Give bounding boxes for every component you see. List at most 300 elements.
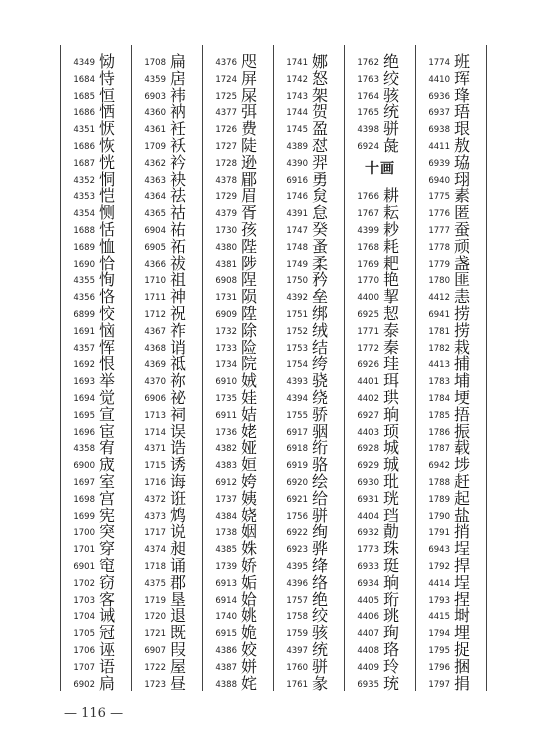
entry-character: 娀 [241, 371, 258, 391]
entry-character: 恒 [99, 85, 116, 105]
entry-character: 祜 [170, 203, 187, 223]
entry-character: 宦 [99, 421, 116, 441]
index-column-5 [345, 45, 416, 691]
entry-character: 珦 [383, 404, 400, 424]
entry-number: 4385 [215, 545, 237, 556]
entry-character: 玭 [383, 472, 400, 491]
entry-number: 1732 [215, 326, 237, 337]
entry-number: 1714 [144, 427, 166, 438]
entry-number: 4408 [357, 646, 379, 656]
entry-number: 6930 [357, 478, 379, 488]
entry-number: 4360 [144, 108, 166, 119]
entry-number: 1697 [73, 478, 95, 488]
entry-character: 珥 [383, 371, 400, 391]
entry-character: 屎 [241, 85, 258, 105]
entry-number: 1747 [286, 226, 308, 236]
entry-character: 姣 [241, 640, 258, 659]
entry-character: 骄 [312, 404, 329, 424]
entry-number: 6910 [215, 377, 237, 388]
entry-number: 1703 [73, 595, 95, 606]
entry-character: 赶 [454, 472, 471, 491]
entry-character: 珫 [383, 673, 400, 693]
index-column-3 [203, 45, 274, 691]
entry-number: 1701 [73, 545, 95, 556]
entry-number: 1762 [357, 58, 379, 68]
entry-character: 恚 [454, 287, 471, 307]
entry-number: 1752 [286, 326, 308, 337]
entry-character: 顽 [454, 236, 471, 256]
entry-character: 娅 [241, 438, 258, 458]
entry-character: 骅 [312, 539, 329, 559]
entry-number: 1772 [357, 343, 379, 354]
entry-number: 1685 [73, 91, 95, 102]
entry-number: 1720 [144, 612, 166, 623]
entry-number: 1771 [357, 326, 379, 337]
entry-character: 骈 [312, 656, 329, 676]
entry-number: 4414 [428, 578, 450, 589]
entry-character: 耘 [383, 203, 400, 223]
entry-number: 4364 [144, 192, 166, 203]
entry-number: 6933 [357, 562, 379, 572]
entry-number: 1709 [144, 142, 166, 152]
entry-character: 绛 [312, 556, 329, 575]
entry-character: 孩 [241, 220, 258, 239]
entry-number: 1719 [144, 595, 166, 606]
entry-number: 4354 [73, 209, 95, 220]
entry-number: 6932 [357, 528, 379, 539]
entry-number: 1753 [286, 343, 308, 354]
entry-character: 祖 [170, 270, 187, 290]
entry-number: 4356 [73, 293, 95, 304]
entry-character: 恺 [99, 186, 116, 206]
entry-number: 4410 [428, 74, 450, 85]
entry-number: 4391 [286, 209, 308, 220]
entry-character: 眉 [241, 186, 258, 206]
entry-number: 4390 [286, 158, 308, 169]
entry-number: 1686 [73, 108, 95, 119]
entry-number: 4359 [144, 74, 166, 85]
entry-number: 1760 [286, 662, 308, 673]
entry-character: 恨 [99, 354, 116, 374]
entry-number: 4352 [73, 175, 95, 186]
entry-character: 姮 [241, 455, 258, 475]
entry-number: 6931 [357, 494, 379, 505]
entry-number: 1761 [286, 679, 308, 690]
entry-number: 1691 [73, 326, 95, 337]
entry-character: 珖 [383, 488, 400, 508]
entry-character: 捎 [454, 522, 471, 542]
entry-number: 4400 [357, 293, 379, 304]
entry-number: 4379 [215, 209, 237, 220]
entry-number: 4362 [144, 158, 166, 169]
entry-character: 恬 [99, 220, 116, 239]
entry-number: 1756 [286, 511, 308, 522]
entry-character: 误 [170, 421, 187, 441]
entry-number: 6907 [144, 646, 166, 656]
entry-number: 1765 [357, 108, 379, 119]
entry-number: 4351 [73, 125, 95, 136]
index-column-2 [132, 45, 203, 691]
entry-character: 祝 [170, 304, 187, 323]
entry-number: 1715 [144, 461, 166, 472]
entry-number: 4415 [428, 612, 450, 623]
entry-character: 城 [383, 438, 400, 458]
entry-character: 耕 [383, 186, 400, 206]
entry-number: 6924 [357, 142, 379, 152]
entry-number: 1773 [357, 545, 379, 556]
entry-number: 1789 [428, 494, 450, 505]
entry-character: 垦 [170, 589, 187, 609]
entry-number: 4365 [144, 209, 166, 220]
entry-character: 恝 [383, 304, 400, 323]
entry-number: 1689 [73, 242, 95, 253]
entry-number: 1741 [286, 58, 308, 68]
entry-character: 说 [170, 522, 187, 542]
entry-number: 4381 [215, 259, 237, 270]
entry-number: 6926 [357, 360, 379, 371]
entry-number: 1725 [215, 91, 237, 102]
entry-number: 6917 [286, 427, 308, 438]
entry-number: 4405 [357, 595, 379, 606]
entry-character: 宥 [99, 438, 116, 458]
entry-number: 1787 [428, 444, 450, 455]
entry-number: 1781 [428, 326, 450, 337]
index-entry [61, 674, 131, 694]
entry-character: 珞 [383, 640, 400, 659]
entry-character: 珢 [454, 119, 471, 139]
entry-character: 祗 [170, 354, 187, 374]
entry-character: 绒 [312, 320, 329, 340]
entry-number: 6919 [286, 461, 308, 472]
entry-character: 蚕 [454, 220, 471, 239]
entry-character: 矜 [312, 270, 329, 290]
entry-number: 4367 [144, 326, 166, 337]
entry-character: 盐 [454, 505, 471, 525]
entry-number: 4407 [357, 629, 379, 640]
entry-character: 耖 [383, 220, 400, 239]
entry-number: 6939 [428, 158, 450, 169]
entry-character: 埘 [454, 606, 471, 626]
entry-number: 1726 [215, 125, 237, 136]
page-number: — 116 — [64, 706, 124, 721]
entry-character: 统 [383, 102, 400, 122]
entry-number: 1730 [215, 226, 237, 236]
entry-character: 埂 [454, 388, 471, 407]
entry-character: 耗 [383, 236, 400, 256]
entry-number: 1754 [286, 360, 308, 371]
entry-number: 1763 [357, 74, 379, 85]
entry-number: 4372 [144, 494, 166, 505]
entry-character: 络 [312, 572, 329, 592]
entry-character: 郿 [241, 169, 258, 189]
entry-character: 绑 [312, 304, 329, 323]
entry-number: 1769 [357, 259, 379, 270]
entry-character: 顼 [383, 421, 400, 441]
entry-number: 1764 [357, 91, 379, 102]
entry-character: 姚 [241, 606, 258, 626]
entry-number: 1777 [428, 226, 450, 236]
entry-number: 1737 [215, 494, 237, 505]
entry-number: 1712 [144, 310, 166, 320]
entry-character: 恽 [99, 337, 116, 357]
entry-number: 6915 [215, 629, 237, 640]
entry-number: 1705 [73, 629, 95, 640]
entry-character: 捆 [454, 656, 471, 676]
entry-character: 祕 [170, 388, 187, 407]
entry-character: 宣 [99, 404, 116, 424]
entry-character: 突 [99, 522, 116, 542]
entry-number: 4386 [215, 646, 237, 656]
entry-character: 捞 [454, 304, 471, 323]
entry-character: 捕 [454, 354, 471, 374]
entry-character: 袂 [170, 169, 187, 189]
entry-number: 1790 [428, 511, 450, 522]
entry-number: 1688 [73, 226, 95, 236]
entry-character: 艳 [383, 270, 400, 290]
entry-number: 4374 [144, 545, 166, 556]
entry-character: 垒 [312, 287, 329, 307]
entry-character: 恫 [99, 169, 116, 189]
entry-number: 1718 [144, 562, 166, 572]
entry-character: 姻 [241, 522, 258, 542]
entry-character: 恔 [99, 304, 116, 323]
entry-character: 陧 [241, 270, 258, 290]
entry-number: 4371 [144, 444, 166, 455]
entry-character: 穿 [99, 539, 116, 559]
entry-character: 埕 [454, 539, 471, 559]
entry-character: 挈 [383, 287, 400, 307]
entry-character: 窀 [99, 556, 116, 575]
entry-character: 神 [170, 287, 187, 307]
entry-character: 栽 [454, 337, 471, 357]
entry-character: 衽 [170, 119, 187, 139]
entry-character: 捂 [454, 404, 471, 424]
entry-number: 1706 [73, 646, 95, 656]
entry-character: 姶 [241, 589, 258, 609]
entry-character: 绝 [383, 52, 400, 71]
entry-number: 6923 [286, 545, 308, 556]
entry-number: 4353 [73, 192, 95, 203]
entry-number: 1731 [215, 293, 237, 304]
entry-character: 玲 [383, 656, 400, 676]
entry-number: 4355 [73, 276, 95, 287]
entry-character: 姝 [241, 539, 258, 559]
entry-number: 1794 [428, 629, 450, 640]
entry-number: 1776 [428, 209, 450, 220]
entry-number: 4395 [286, 562, 308, 572]
entry-number: 1793 [428, 595, 450, 606]
entry-character: 蚤 [312, 236, 329, 256]
entry-number: 1724 [215, 74, 237, 85]
entry-character: 窃 [99, 572, 116, 592]
entry-number: 6903 [144, 91, 166, 102]
entry-character: 怼 [312, 136, 329, 155]
entry-number: 4396 [286, 578, 308, 589]
entry-character: 叚 [170, 640, 187, 659]
entry-character: 恹 [99, 119, 116, 139]
entry-character: 绔 [312, 354, 329, 374]
entry-number: 1791 [428, 528, 450, 539]
entry-number: 1713 [144, 410, 166, 421]
entry-number: 1699 [73, 511, 95, 522]
entry-character: 恓 [99, 102, 116, 122]
entry-number: 1797 [428, 679, 450, 690]
entry-number: 1775 [428, 192, 450, 203]
entry-character: 振 [454, 421, 471, 441]
index-entry [274, 674, 344, 694]
entry-character: 捞 [454, 320, 471, 340]
section-heading: 十画 [365, 160, 395, 177]
entry-character: 屋 [170, 656, 187, 676]
entry-character: 恤 [99, 236, 116, 256]
entry-number: 1780 [428, 276, 450, 287]
entry-character: 姤 [241, 572, 258, 592]
character-index-table [60, 45, 487, 691]
entry-character: 埔 [454, 371, 471, 391]
entry-character: 敖 [454, 136, 471, 155]
entry-number: 1734 [215, 360, 237, 371]
entry-number: 4357 [73, 343, 95, 354]
entry-character: 珠 [383, 539, 400, 559]
entry-number: 6935 [357, 679, 379, 690]
entry-character: 陛 [241, 236, 258, 256]
entry-character: 恸 [99, 52, 116, 71]
entry-number: 4375 [144, 578, 166, 589]
entry-number: 4369 [144, 360, 166, 371]
entry-character: 恢 [99, 136, 116, 155]
entry-character: 素 [454, 186, 471, 206]
entry-character: 除 [241, 320, 258, 340]
entry-number: 4392 [286, 293, 308, 304]
index-entry [416, 674, 486, 694]
entry-number: 6928 [357, 444, 379, 455]
entry-number: 1750 [286, 276, 308, 287]
entry-number: 6936 [428, 91, 450, 102]
entry-number: 1782 [428, 343, 450, 354]
entry-number: 1698 [73, 494, 95, 505]
entry-number: 1729 [215, 192, 237, 203]
entry-character: 姞 [241, 404, 258, 424]
entry-character: 捍 [454, 556, 471, 575]
entry-number: 6912 [215, 478, 237, 488]
entry-character: 捉 [454, 640, 471, 659]
entry-number: 1702 [73, 578, 95, 589]
entry-character: 娆 [241, 505, 258, 525]
entry-character: 珪 [383, 354, 400, 374]
entry-number: 1795 [428, 646, 450, 656]
entry-number: 1700 [73, 528, 95, 539]
entry-character: 珦 [383, 572, 400, 592]
entry-character: 险 [241, 337, 258, 357]
entry-number: 1755 [286, 410, 308, 421]
entry-number: 6902 [73, 679, 95, 690]
index-column-6 [416, 45, 486, 691]
entry-character: 骈 [383, 119, 400, 139]
entry-character: 祚 [170, 320, 187, 340]
entry-character: 珽 [383, 556, 400, 575]
entry-number: 6916 [286, 175, 308, 186]
entry-character: 诵 [170, 556, 187, 575]
index-entry [132, 674, 202, 694]
entry-character: 彘 [383, 136, 400, 155]
entry-character: 举 [99, 371, 116, 391]
index-entry [345, 674, 415, 694]
entry-character: 珩 [383, 589, 400, 609]
entry-number: 1788 [428, 478, 450, 488]
entry-number: 6911 [215, 410, 237, 421]
entry-number: 4402 [357, 394, 379, 404]
entry-character: 陡 [241, 136, 258, 155]
entry-character: 郡 [170, 572, 187, 592]
entry-number: 1774 [428, 58, 450, 68]
entry-character: 恻 [99, 203, 116, 223]
entry-character: 姽 [241, 623, 258, 643]
entry-number: 6921 [286, 494, 308, 505]
entry-number: 1708 [144, 58, 166, 68]
entry-character: 绚 [312, 522, 329, 542]
entry-character: 绕 [312, 388, 329, 407]
entry-number: 4370 [144, 377, 166, 388]
entry-character: 祢 [170, 371, 187, 391]
entry-character: 语 [99, 656, 116, 676]
entry-character: 恪 [99, 287, 116, 307]
entry-character: 姱 [241, 472, 258, 491]
entry-character: 诳 [170, 488, 187, 508]
entry-character: 祠 [170, 404, 187, 424]
entry-number: 4403 [357, 427, 379, 438]
entry-number: 1694 [73, 394, 95, 404]
entry-number: 1751 [286, 310, 308, 320]
entry-number: 1717 [144, 528, 166, 539]
entry-number: 1743 [286, 91, 308, 102]
entry-character: 姘 [241, 656, 258, 676]
index-entry [203, 674, 273, 694]
index-column-4 [274, 45, 345, 691]
entry-character: 袆 [170, 85, 187, 105]
entry-character: 贺 [312, 102, 329, 122]
entry-number: 4394 [286, 394, 308, 404]
entry-character: 柔 [312, 253, 329, 273]
entry-number: 6913 [215, 578, 237, 589]
entry-character: 姹 [241, 673, 258, 693]
entry-character: 统 [312, 640, 329, 659]
entry-character: 胥 [241, 203, 258, 223]
entry-number: 6900 [73, 461, 95, 472]
entry-number: 6941 [428, 310, 450, 320]
entry-number: 1723 [144, 679, 166, 690]
entry-number: 1792 [428, 562, 450, 572]
entry-character: 班 [454, 52, 471, 71]
entry-character: 祏 [170, 236, 187, 256]
entry-number: 4377 [215, 108, 237, 119]
entry-character: 骇 [312, 623, 329, 643]
entry-character: 珕 [454, 152, 471, 172]
entry-character: 屏 [241, 68, 258, 88]
entry-character: 宫 [99, 488, 116, 508]
entry-number: 4409 [357, 662, 379, 673]
entry-number: 1716 [144, 478, 166, 488]
entry-number: 6901 [73, 562, 95, 572]
entry-character: 袄 [170, 136, 187, 155]
entry-character: 绘 [312, 472, 329, 491]
entry-number: 1749 [286, 259, 308, 270]
entry-number: 1686 [73, 142, 95, 152]
entry-number: 4397 [286, 646, 308, 656]
entry-number: 1796 [428, 662, 450, 673]
entry-number: 1785 [428, 410, 450, 421]
entry-number: 1728 [215, 158, 237, 169]
entry-character: 珙 [383, 388, 400, 407]
